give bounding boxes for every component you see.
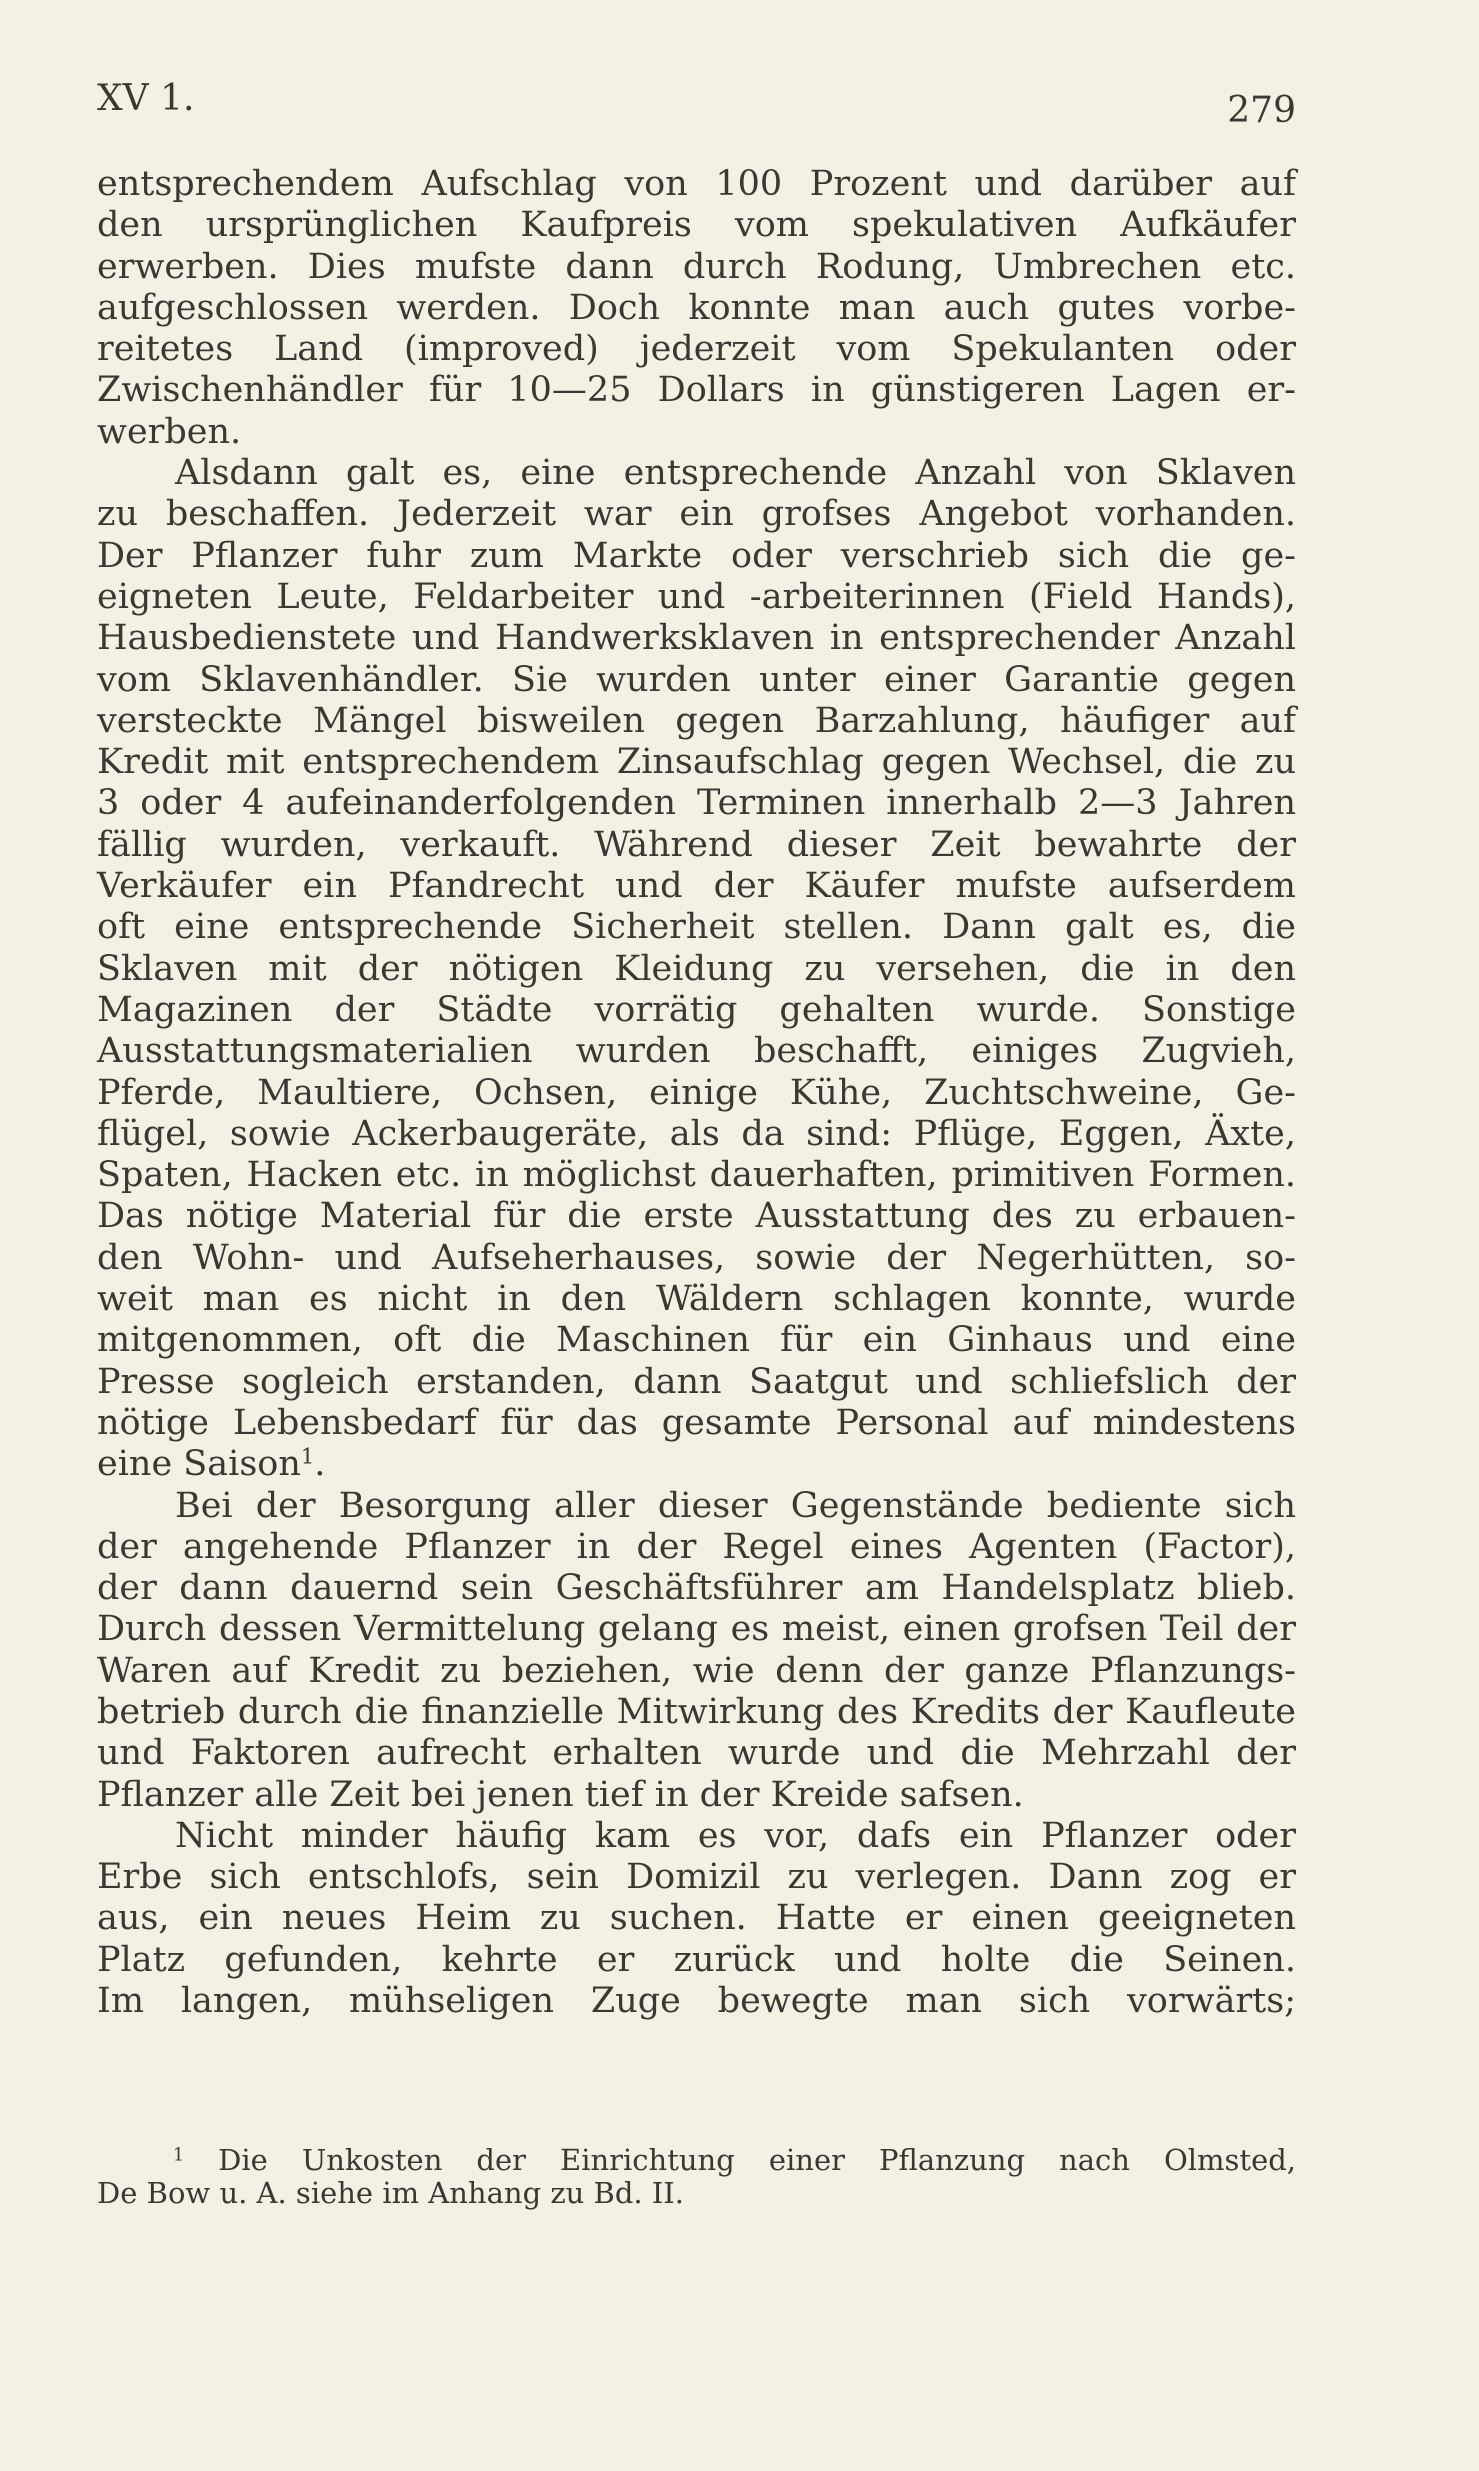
text-line: eigneten Leute, Feldarbeiter und -arbeiterinnen (Field Hands), <box>97 576 1296 617</box>
text-line: Pflanzer alle Zeit bei jenen tief in der Kreide safsen. <box>97 1774 1024 1815</box>
footnote-marker: 1 <box>173 2145 185 2166</box>
text-line: Erbe sich entschlofs, sein Domizil zu verlegen. Dann zog er <box>97 1857 1296 1898</box>
running-header <box>97 78 1296 138</box>
text-line: zu beschaffen. Jederzeit war ein grofses Angebot vorhanden. <box>97 494 1296 535</box>
text-line: Platz gefunden, kehrte er zurück und holte die Seinen. <box>97 1939 1296 1980</box>
text-line: Waren auf Kredit zu beziehen, wie denn der ganze Pflanzungs- <box>97 1650 1296 1691</box>
footnote-reference: 1 <box>300 1444 315 1469</box>
text-line: Der Pflanzer fuhr zum Markte oder verschrieb sich die ge- <box>97 535 1296 576</box>
text-line: den Wohn- und Aufseherhauses, sowie der Negerhütten, so- <box>97 1237 1296 1278</box>
text-line: 3 oder 4 aufeinanderfolgenden Terminen innerhalb 2—3 Jahren <box>97 783 1296 824</box>
text-line: Durch dessen Vermittelung gelang es meist, einen grofsen Teil der <box>97 1609 1296 1650</box>
page-number: 279 <box>1227 90 1296 131</box>
body-text <box>97 164 1296 2022</box>
text-line: Nicht minder häufig kam es vor, dafs ein Pflanzer oder <box>175 1815 1296 1856</box>
text-line: fällig wurden, verkauft. Während dieser Zeit bewahrte der <box>97 824 1296 865</box>
text-line: Ausstattungsmaterialien wurden beschafft, einiges Zugvieh, <box>97 1031 1296 1072</box>
text-line: und Faktoren aufrecht erhalten wurde und die Mehrzahl der <box>97 1733 1296 1774</box>
footnotes <box>97 2144 1296 2210</box>
text-line: Verkäufer ein Pfandrecht und der Käufer mufste aufserdem <box>97 866 1296 907</box>
text-line: Spaten, Hacken etc. in möglichst dauerhaften, primitiven Formen. <box>97 1155 1296 1196</box>
footnote-line <box>97 2144 1296 2177</box>
text-line: Pferde, Maultiere, Ochsen, einige Kühe, Zuchtschweine, Ge- <box>97 1072 1296 1113</box>
text-line <box>97 1444 1296 1485</box>
text-line: mitgenommen, oft die Maschinen für ein Ginhaus und eine <box>97 1320 1296 1361</box>
footnote-text: Die Unkosten der Einrichtung einer Pflanzung nach Olmsted, <box>218 2143 1297 2177</box>
footnote-line: De Bow u. A. siehe im Anhang zu Bd. II. <box>97 2176 684 2210</box>
text-line: betrieb durch die finanzielle Mitwirkung des Kredits der Kaufleute <box>97 1691 1296 1732</box>
text-line: weit man es nicht in den Wäldern schlagen konnte, wurde <box>97 1279 1296 1320</box>
text-line: flügel, sowie Ackerbaugeräte, als da sind: Pflüge, Eggen, Äxte, <box>97 1113 1296 1154</box>
text-line: vom Sklavenhändler. Sie wurden unter einer Garantie gegen <box>97 659 1296 700</box>
text-line-content: eine Saison <box>97 1444 301 1485</box>
text-line: der dann dauernd sein Geschäftsführer am Handelsplatz blieb. <box>97 1568 1296 1609</box>
text-line: Bei der Besorgung aller dieser Gegenstände bediente sich <box>175 1485 1296 1526</box>
text-line: Magazinen der Städte vorrätig gehalten wurde. Sonstige <box>97 989 1296 1030</box>
chapter-reference: XV 1. <box>97 78 195 119</box>
text-line: Zwischenhändler für 10—25 Dollars in günstigeren Lagen er- <box>97 370 1296 411</box>
text-line: nötige Lebensbedarf für das gesamte Personal auf mindestens <box>97 1402 1296 1443</box>
sentence-period: . <box>314 1444 326 1485</box>
text-line: reitetes Land (improved) jederzeit vom Spekulanten oder <box>97 329 1296 370</box>
text-line: aus, ein neues Heim zu suchen. Hatte er einen geeigneten <box>97 1898 1296 1939</box>
text-line: Hausbedienstete und Handwerksklaven in entsprechender Anzahl <box>97 618 1296 659</box>
text-line: Kredit mit entsprechendem Zinsaufschlag gegen Wechsel, die zu <box>97 742 1296 783</box>
text-line: entsprechendem Aufschlag von 100 Prozent und darüber auf <box>97 164 1296 204</box>
text-line: werben. <box>97 411 242 452</box>
text-line: Alsdann galt es, eine entsprechende Anzahl von Sklaven <box>175 453 1296 494</box>
text-line: oft eine entsprechende Sicherheit stellen. Dann galt es, die <box>97 907 1296 948</box>
text-line: der angehende Pflanzer in der Regel eines Agenten (Factor), <box>97 1526 1296 1567</box>
text-line: den ursprünglichen Kaufpreis vom spekulativen Aufkäufer <box>97 205 1296 246</box>
text-line: erwerben. Dies mufste dann durch Rodung, Umbrechen etc. <box>97 246 1296 287</box>
text-line: aufgeschlossen werden. Doch konnte man auch gutes vorbe- <box>97 287 1296 328</box>
text-line: Im langen, mühseligen Zuge bewegte man sich vorwärts; <box>97 1981 1296 2022</box>
text-line: Das nötige Material für die erste Ausstattung des zu erbauen- <box>97 1196 1296 1237</box>
text-line: Presse sogleich erstanden, dann Saatgut und schliefslich der <box>97 1361 1296 1402</box>
text-line: Sklaven mit der nötigen Kleidung zu versehen, die in den <box>97 948 1296 989</box>
text-line: versteckte Mängel bisweilen gegen Barzahlung, häufiger auf <box>97 700 1296 741</box>
